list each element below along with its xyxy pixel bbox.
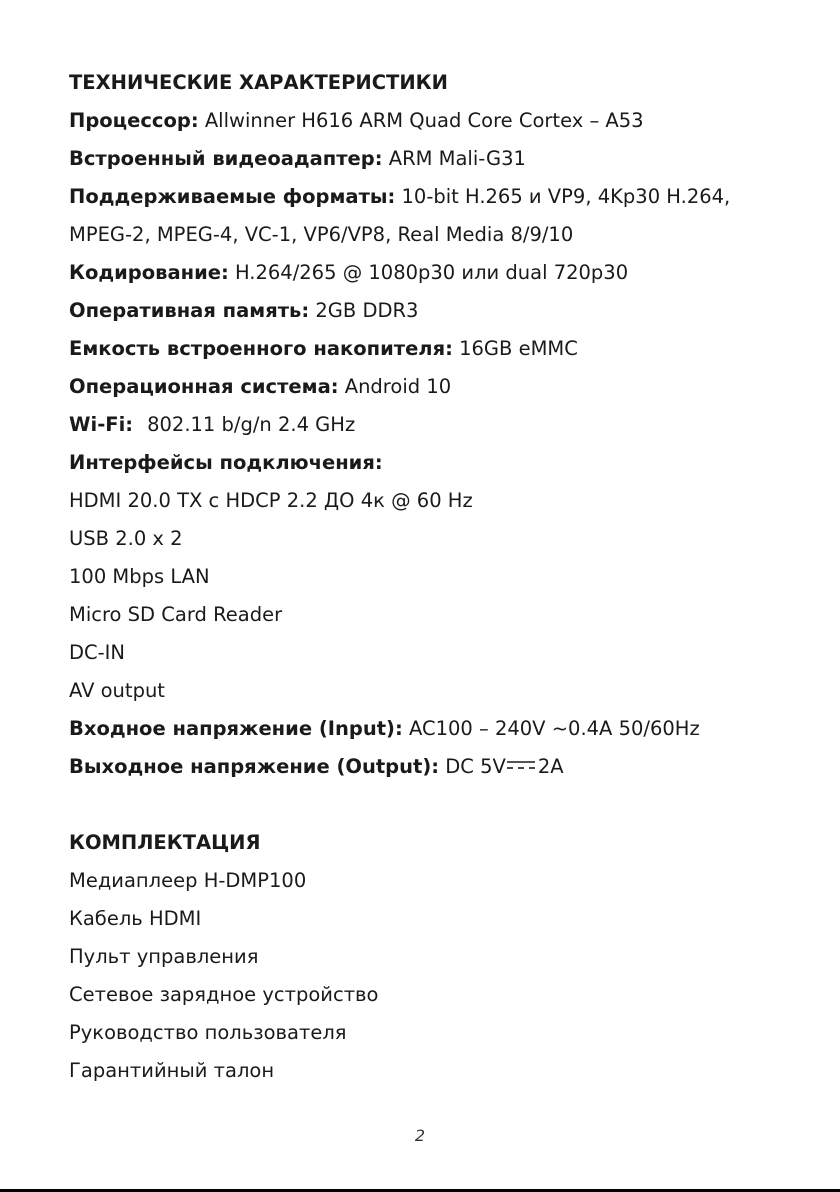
spec-value: 2GB DDR3 xyxy=(309,299,419,322)
interface-item: USB 2.0 x 2 xyxy=(69,527,183,550)
spec-interfaces-label: Интерфейсы подключения: xyxy=(69,451,383,474)
spec-label: Входное напряжение (Input): xyxy=(69,717,403,740)
package-item: Пульт управления xyxy=(69,945,259,968)
spec-os xyxy=(69,368,789,406)
spec-formats-continuation: MPEG-2, MPEG-4, VC-1, VP6/VP8, Real Media 8/9/10 xyxy=(69,223,574,246)
spec-label: Оперативная память: xyxy=(69,299,310,322)
spec-value: 802.11 b/g/n 2.4 GHz xyxy=(147,413,356,436)
package-heading: КОМПЛЕКТАЦИЯ xyxy=(69,831,261,854)
spec-label: Операционная система: xyxy=(69,375,339,398)
spec-label: Встроенный видеоадаптер: xyxy=(69,147,383,170)
spec-value: 16GB eMMC xyxy=(452,337,578,360)
spec-gpu xyxy=(69,140,789,178)
spec-input-voltage xyxy=(69,710,789,748)
package-item: Медиаплеер H-DMP100 xyxy=(69,869,307,892)
section-gap xyxy=(69,786,789,824)
spec-label: Процессор: xyxy=(69,109,199,132)
interface-item: 100 Mbps LAN xyxy=(69,565,210,588)
spec-value: 10-bit H.265 и VP9, 4Kp30 H.264, xyxy=(395,185,731,208)
spec-value: AC100 – 240V ~0.4A 50/60Hz xyxy=(402,717,700,740)
spec-value: Android 10 xyxy=(338,375,452,398)
spec-value: Allwinner H616 ARM Quad Core Cortex – A53 xyxy=(198,109,644,132)
interface-item: Micro SD Card Reader xyxy=(69,603,283,626)
direct-current-icon xyxy=(507,760,535,770)
package-item: Сетевое зарядное устройство xyxy=(69,983,379,1006)
package-item: Кабель HDMI xyxy=(69,907,202,930)
spec-label: Wi-Fi: xyxy=(69,413,134,436)
spec-value: ARM Mali-G31 xyxy=(382,147,526,170)
spec-value: 2A xyxy=(537,755,564,778)
interface-item: DC-IN xyxy=(69,641,126,664)
interface-item: HDMI 20.0 TX с HDCP 2.2 ДО 4к @ 60 Hz xyxy=(69,489,473,512)
page-number: 2 xyxy=(414,1126,426,1145)
package-item: Руководство пользователя xyxy=(69,1021,347,1044)
spec-formats xyxy=(69,178,789,216)
interface-item: AV output xyxy=(69,679,165,702)
spec-value: H.264/265 @ 1080p30 или dual 720p30 xyxy=(228,261,629,284)
spec-label: Выходное напряжение (Output): xyxy=(69,755,440,778)
spec-label: Кодирование: xyxy=(69,261,229,284)
package-item: Гарантийный талон xyxy=(69,1059,275,1082)
spec-storage xyxy=(69,330,789,368)
specs-heading: ТЕХНИЧЕСКИЕ ХАРАКТЕРИСТИКИ xyxy=(69,71,448,94)
document-page xyxy=(69,64,789,1090)
spec-ram xyxy=(69,292,789,330)
spec-wifi xyxy=(69,406,789,444)
spec-output-voltage xyxy=(69,748,789,786)
spec-label: Емкость встроенного накопителя: xyxy=(69,337,453,360)
spec-encoding xyxy=(69,254,789,292)
spec-label: Поддерживаемые форматы: xyxy=(69,185,396,208)
spec-value: DC 5V xyxy=(439,755,506,778)
spec-processor xyxy=(69,102,789,140)
